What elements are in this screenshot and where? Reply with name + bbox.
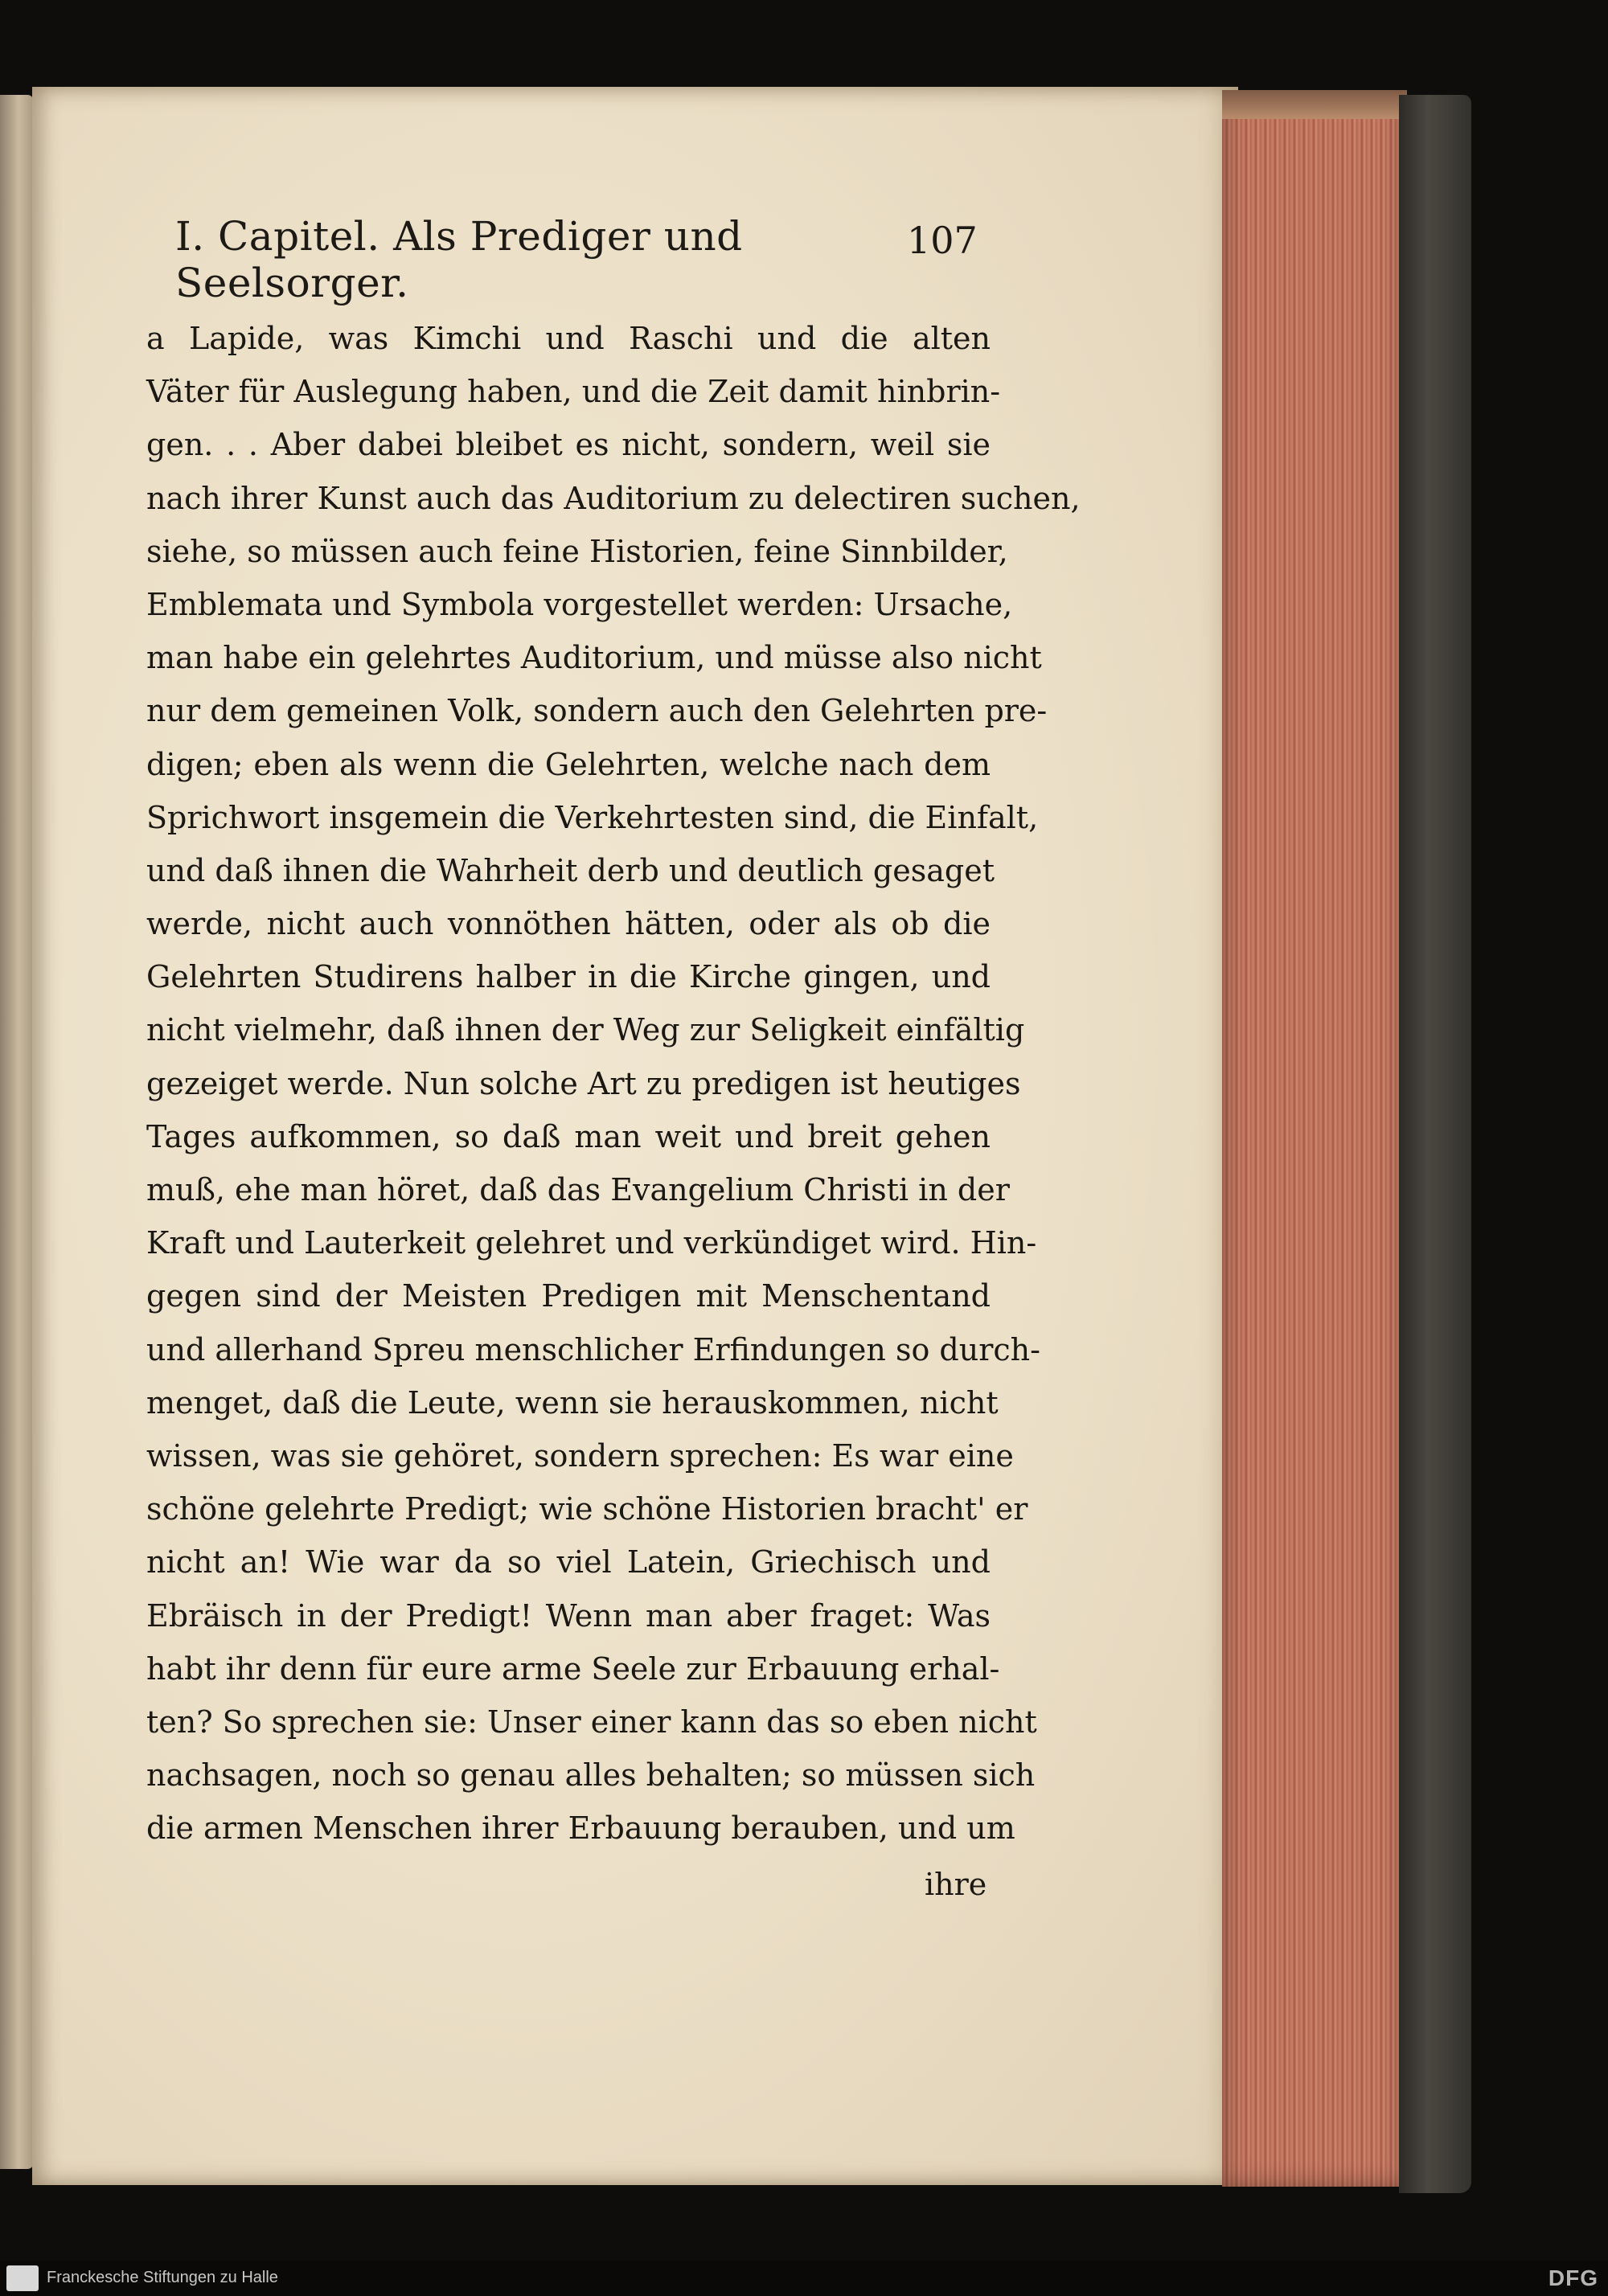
footer-institution: Franckesche Stiftungen zu Halle <box>47 2269 278 2286</box>
page-number: 107 <box>907 219 978 262</box>
footer-bar <box>0 2261 1608 2296</box>
text-line: nachsagen, noch so genau alles behalten; so müssen sich <box>146 1757 1036 1794</box>
catchword: ihre <box>925 1867 987 1902</box>
text-line: man habe ein gelehrtes Auditorium, und müsse also nicht <box>146 640 1042 676</box>
text-line: muß, ehe man höret, daß das Evangelium Christi in der <box>146 1172 1010 1207</box>
body-text <box>146 312 1081 1855</box>
text-line: Ebräisch in der Predigt! Wenn man aber fraget: Was <box>146 1597 991 1634</box>
text-line: nicht vielmehr, daß ihnen der Weg zur Seligkeit einfältig <box>146 1012 1025 1048</box>
previous-page-edge <box>0 95 34 2169</box>
text-line: digen; eben als wenn die Gelehrten, welche nach dem <box>146 746 991 782</box>
text-line: Sprichwort insgemein die Verkehrtesten sind, die Einfalt, <box>146 799 1039 835</box>
text-line: schöne gelehrte Predigt; wie schöne Historien bracht' er <box>146 1491 1028 1527</box>
text-line: und daß ihnen die Wahrheit derb und deutlich gesaget <box>146 852 995 888</box>
text-line: wissen, was sie gehöret, sondern sprechen: Es war eine <box>146 1437 1014 1474</box>
text-line: gen. . . Aber dabei bleibet es nicht, sondern, weil sie <box>146 427 991 463</box>
text-line: a Lapide, was Kimchi und Raschi und die alten <box>146 321 991 356</box>
page-block-edges <box>1222 90 1407 2187</box>
footer-brand: DFG <box>1548 2265 1598 2290</box>
text-line: nicht an! Wie war da so viel Latein, Griechisch und <box>146 1544 991 1581</box>
running-head: I. Capitel. Als Prediger und Seelsorger. <box>175 213 743 306</box>
text-line: ten? So sprechen sie: Unser einer kann das so eben nicht <box>146 1704 1037 1740</box>
text-line: Emblemata und Symbola vorgestellet werden: Ursache, <box>146 586 1013 622</box>
institution-logo-icon <box>6 2265 39 2291</box>
book-cover <box>1399 95 1471 2193</box>
text-line: habt ihr denn für eure arme Seele zur Erbauung erhal- <box>146 1650 1000 1687</box>
text-line: gezeiget werde. Nun solche Art zu predigen ist heutiges <box>146 1065 1021 1101</box>
text-line: Gelehrten Studirens halber in die Kirche gingen, und <box>146 959 991 995</box>
text-line: nur dem gemeinen Volk, sondern auch den Gelehrten pre- <box>146 693 1048 729</box>
text-line: Tages aufkommen, so daß man weit und breit gehen <box>146 1118 991 1154</box>
text-line: die armen Menschen ihrer Erbauung berauben, und um <box>146 1810 1015 1847</box>
text-line: menget, daß die Leute, wenn sie herauskommen, nicht <box>146 1384 999 1421</box>
text-line: und allerhand Spreu menschlicher Erfindungen so durch- <box>146 1331 1040 1367</box>
text-line: werde, nicht auch vonnöthen hätten, oder als ob die <box>146 906 991 942</box>
text-line: Väter für Auslegung haben, und die Zeit damit hinbrin- <box>146 374 1001 410</box>
page-block-top <box>1222 90 1407 119</box>
text-line: nach ihrer Kunst auch das Auditorium zu delectiren suchen, <box>146 480 1081 516</box>
text-line: Kraft und Lauterkeit gelehret und verkündiget wird. Hin- <box>146 1225 1037 1261</box>
text-line: siehe, so müssen auch feine Historien, feine Sinnbilder, <box>146 533 1008 569</box>
text-line: gegen sind der Meisten Predigen mit Menschentand <box>146 1278 991 1314</box>
